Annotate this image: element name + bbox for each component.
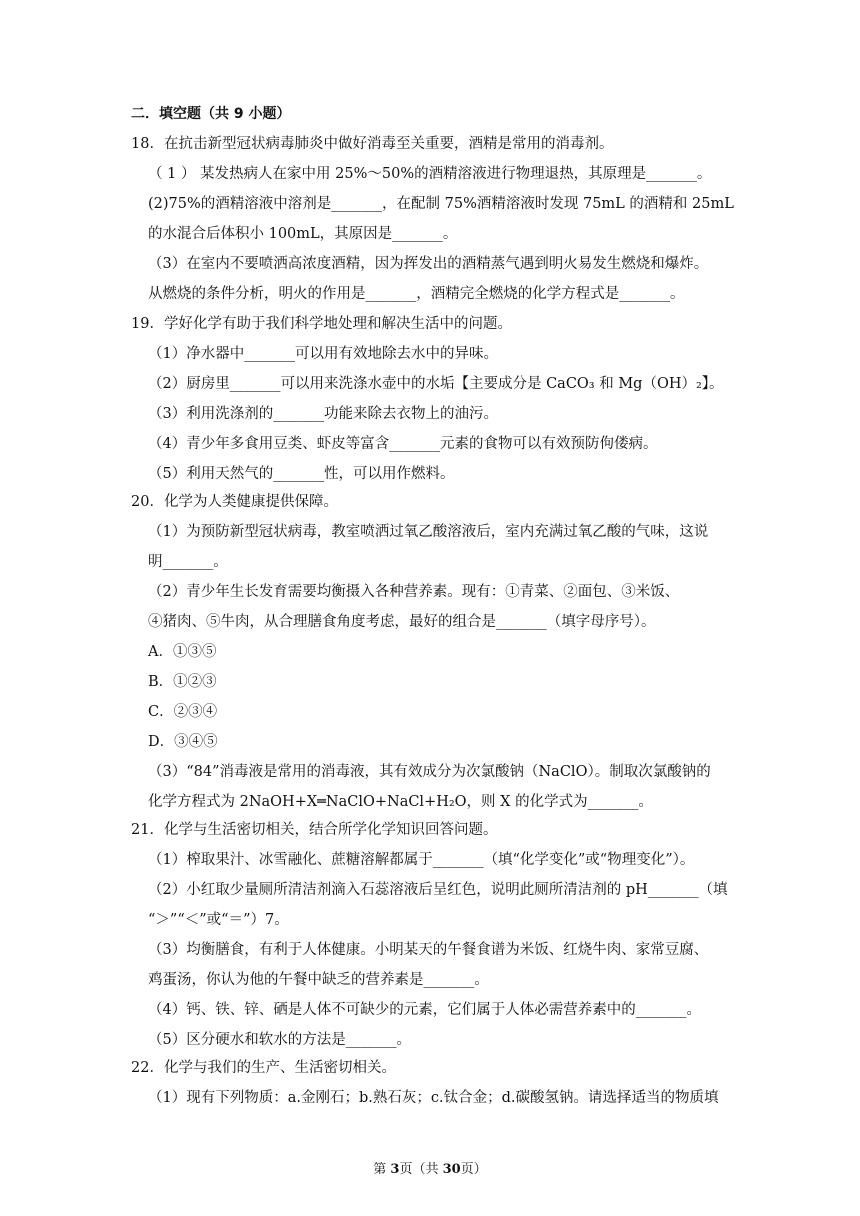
footer-total-pages: 30 — [442, 1162, 461, 1177]
question-19-part-4: （4）青少年多食用豆类、虾皮等富含_______元素的食物可以有效预防佝偻病。 — [148, 436, 658, 452]
option-d: D．③④⑤ — [148, 734, 218, 750]
question-20-part-2-cont: ④猪肉、⑤牛肉，从合理膳食角度考虑，最好的组合是_______（填字母序号）。 — [148, 614, 656, 630]
question-22-stem: 22．化学与我们的生产、生活密切相关。 — [131, 1060, 396, 1076]
footer-suffix: 页） — [460, 1162, 487, 1177]
question-22-part-1: （1）现有下列物质：a.金刚石；b.熟石灰；c.钛合金；d.碳酸氢钠。请选择适当的物质填 — [148, 1090, 719, 1106]
question-18-part-3-cont: 从燃烧的条件分析，明火的作用是_______，酒精完全燃烧的化学方程式是_______。 — [148, 286, 685, 302]
footer-page-number: 3 — [390, 1162, 400, 1177]
question-18-part-3: （3）在室内不要喷洒高浓度酒精，因为挥发出的酒精蒸气遇到明火易发生燃烧和爆炸。 — [148, 256, 709, 272]
question-19-part-2: （2）厨房里_______可以用来洗涤水壶中的水垢【主要成分是 CaCO₃ 和 Mg（OH）₂】。 — [148, 376, 724, 392]
question-19-part-3: （3）利用洗涤剂的_______功能来除去衣物上的油污。 — [148, 406, 498, 422]
option-a: A．①③⑤ — [148, 644, 217, 660]
page-footer — [0, 1158, 860, 1177]
question-21-part-5: （5）区分硬水和软水的方法是_______。 — [148, 1032, 411, 1048]
question-21-part-2-cont: “＞”“＜”或“＝”）7。 — [148, 912, 289, 928]
question-20-part-1-cont: 明_______。 — [148, 554, 228, 570]
question-21-part-3-cont: 鸡蛋汤，你认为他的午餐中缺乏的营养素是_______。 — [148, 972, 489, 988]
question-19-part-1: （1）净水器中_______可以用有效地除去水中的异味。 — [148, 346, 498, 362]
footer-middle: 页（共 — [399, 1162, 443, 1177]
question-20-part-3: （3）“84”消毒液是常用的消毒液，其有效成分为次氯酸钠（NaClO）。制取次氯酸钠的 — [148, 764, 711, 780]
question-18-part-2: (2)75%的酒精溶液中溶剂是_______，在配制 75%酒精溶液时发现 75mL 的酒精和 25mL — [148, 196, 734, 212]
question-20-part-3-cont: 化学方程式为 2NaOH+X═NaClO+NaCl+H₂O，则 X 的化学式为_______。 — [148, 794, 653, 810]
question-20-stem: 20．化学为人类健康提供保障。 — [131, 494, 338, 510]
question-18-part-1: （ 1 ） 某发热病人在家中用 25%～50%的酒精溶液进行物理退热，其原理是_______。 — [148, 166, 712, 182]
footer-prefix: 第 — [373, 1162, 391, 1177]
question-21-part-3: （3）均衡膳食，有利于人体健康。小明某天的午餐食谱为米饭、红烧牛肉、家常豆腐、 — [148, 942, 709, 958]
question-20-part-1: （1）为预防新型冠状病毒，教室喷洒过氧乙酸溶液后，室内充满过氧乙酸的气味，这说 — [148, 524, 709, 540]
question-18-part-2-cont: 的水混合后体积小 100mL，其原因是_______。 — [148, 226, 458, 242]
question-20-part-2: （2）青少年生长发育需要均衡摄入各种营养素。现有：①青菜、②面包、③米饭、 — [148, 584, 680, 600]
question-19-stem: 19．学好化学有助于我们科学地处理和解决生活中的问题。 — [131, 316, 512, 332]
option-b: B．①②③ — [148, 674, 217, 690]
question-18-stem: 18．在抗击新型冠状病毒肺炎中做好消毒至关重要，酒精是常用的消毒剂。 — [131, 136, 614, 152]
section-title: 二．填空题（共 9 小题） — [131, 106, 291, 122]
question-19-part-5: （5）利用天然气的_______性，可以用作燃料。 — [148, 466, 455, 482]
question-21-part-4: （4）钙、铁、锌、硒是人体不可缺少的元素，它们属于人体必需营养素中的_______。 — [148, 1002, 701, 1018]
question-21-part-1: （1）榨取果汁、冰雪融化、蔗糖溶解都属于_______（填“化学变化”或“物理变化”）。 — [148, 852, 695, 868]
option-c: C．②③④ — [148, 704, 218, 720]
question-21-part-2: （2）小红取少量厕所清洁剂滴入石蕊溶液后呈红色，说明此厕所清洁剂的 pH_______（填 — [148, 882, 728, 898]
question-21-stem: 21．化学与生活密切相关，结合所学化学知识回答问题。 — [131, 822, 498, 838]
